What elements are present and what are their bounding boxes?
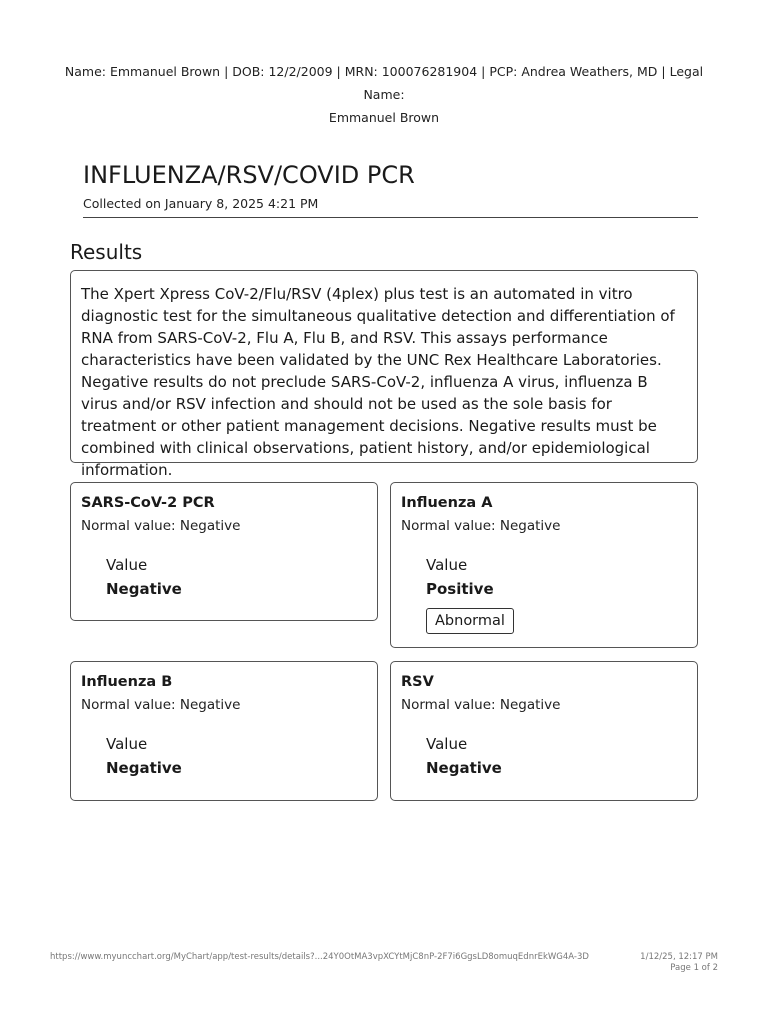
value-group bbox=[426, 732, 687, 780]
collected-date: Collected on January 8, 2025 4:21 PM bbox=[83, 196, 319, 211]
value-group bbox=[426, 553, 687, 634]
description-paragraph: The Xpert Xpress CoV-2/Flu/RSV (4plex) plus test is an automated in vitro diagnostic test for the simultaneous qualitative detection and differentiation of RNA from SARS-CoV-2, Flu A, Flu B, and RSV. This assays performance characteristics have been validated by the UNC Rex Healthcare Laboratories. bbox=[81, 285, 675, 369]
value-label: Value bbox=[106, 735, 148, 753]
test-description bbox=[70, 270, 698, 479]
result-card-influenza-a bbox=[390, 482, 698, 648]
normal-value: Normal value: Negative bbox=[81, 518, 241, 534]
patient-header bbox=[60, 60, 708, 129]
patient-header-line-1: Name: Emmanuel Brown | DOB: 12/2/2009 | MRN: 100076281904 | PCP: Andrea Weathers, MD | Legal Name: bbox=[64, 64, 704, 102]
report-title-block bbox=[83, 158, 698, 211]
component-name: Influenza B bbox=[81, 674, 173, 690]
result-value: Negative bbox=[106, 580, 182, 598]
value-label: Value bbox=[426, 735, 468, 753]
value-label: Value bbox=[426, 556, 468, 574]
footer-timestamp: 1/12/25, 12:17 PM bbox=[640, 952, 718, 962]
title-divider bbox=[83, 217, 698, 218]
result-card-influenza-b bbox=[70, 661, 378, 801]
component-name: Influenza A bbox=[401, 495, 493, 511]
patient-header-line-2: Emmanuel Brown bbox=[328, 110, 440, 125]
component-name: SARS-CoV-2 PCR bbox=[81, 495, 215, 511]
abnormal-flag-badge: Abnormal bbox=[426, 608, 514, 634]
value-group bbox=[106, 553, 367, 601]
footer-meta bbox=[640, 952, 718, 974]
normal-value: Normal value: Negative bbox=[401, 697, 561, 713]
description-paragraph: Negative results do not preclude SARS-CoV-2, influenza A virus, influenza B virus and/or RSV infection and should not be used as the sole basis for treatment or other patient management decisions. Negative results must be combined with clinical observations, patient history, and/or epidemiological information. bbox=[81, 373, 657, 479]
result-value: Negative bbox=[106, 759, 182, 777]
normal-value: Normal value: Negative bbox=[401, 518, 561, 534]
value-label: Value bbox=[106, 556, 148, 574]
footer-page-number: Page 1 of 2 bbox=[670, 963, 718, 973]
results-heading: Results bbox=[70, 240, 143, 264]
value-group bbox=[106, 732, 367, 780]
result-card-rsv bbox=[390, 661, 698, 801]
normal-value: Normal value: Negative bbox=[81, 697, 241, 713]
component-name: RSV bbox=[401, 674, 434, 690]
result-value: Positive bbox=[426, 580, 494, 598]
footer-url: https://www.myuncchart.org/MyChart/app/test-results/details?...24Y0OtMA3vpXCYtMjC8nP-2F7i6GgsLD8omuqEdnrEkWG4A-3D bbox=[50, 952, 589, 962]
result-card-sars-cov-2 bbox=[70, 482, 378, 621]
report-title: INFLUENZA/RSV/COVID PCR bbox=[83, 161, 415, 189]
result-value: Negative bbox=[426, 759, 502, 777]
